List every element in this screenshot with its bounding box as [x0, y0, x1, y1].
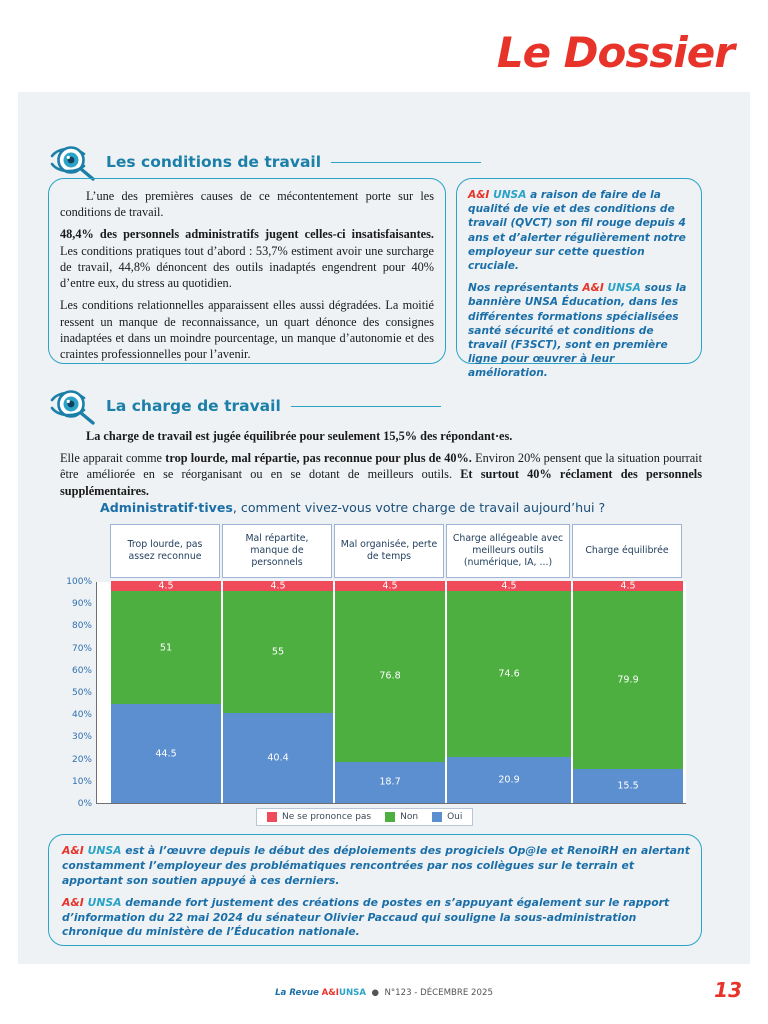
bar-value-non-4: 79.9: [617, 674, 639, 686]
bar-segment-oui-0: [111, 704, 221, 803]
bar-value-oui-1: 40.4: [267, 752, 289, 764]
y-tick-70: 70%: [71, 643, 92, 654]
magnifier-icon-2: [48, 386, 100, 426]
charge-para-2-e: Et surtout 40% réclament des personnels supplémentaires.: [60, 467, 702, 498]
bar-segment-non-2: [335, 591, 445, 762]
chart-title-rest: , comment vivez-vous votre charge de travail aujourd’hui ?: [232, 500, 606, 515]
chart-column-header-2: Mal organisée, perte de temps: [334, 524, 444, 578]
bar-value-oui-2: 18.7: [379, 776, 401, 788]
side-note-para-1-rest: a raison de faire de la qualité de vie et des conditions de travail (QVCT) son fil rouge depuis 4 ans et d’alerter régulièrement notre employeur sur cette question cruciale.: [468, 189, 686, 272]
y-tick-0: 0%: [77, 799, 92, 809]
bar-segment-non-3: [447, 591, 571, 757]
bar-group-3: [447, 581, 571, 803]
section-title-text-2: La charge de travail: [106, 397, 281, 415]
bar-group-4: [573, 581, 683, 803]
bar-value-non-1: 55: [271, 646, 285, 658]
bar-value-nsp-4: 4.5: [620, 580, 636, 592]
ai-label-4: A&I: [62, 895, 84, 909]
legend-item-oui: [432, 812, 462, 822]
footer-para-1: [62, 844, 690, 889]
section-rule-2: [291, 406, 441, 407]
charge-para-2: [60, 450, 702, 499]
charge-para-2-a: Elle apparait comme: [60, 451, 166, 466]
chart-title: [100, 500, 605, 515]
ai-label-3: A&I: [62, 844, 84, 857]
page-footer: [0, 988, 768, 998]
conditions-para-2-bold: 48,4% des personnels administratifs jugent celles-ci insatisfaisantes.: [60, 227, 434, 242]
bar-value-nsp-3: 4.5: [501, 580, 517, 592]
footer-issue: N°123 - DÉCEMBRE 2025: [384, 988, 493, 998]
bar-value-nsp-2: 4.5: [382, 580, 398, 592]
y-tick-90: 90%: [71, 599, 92, 610]
side-note-para-1: [468, 188, 690, 273]
section-title-text: Les conditions de travail: [106, 153, 322, 171]
bar-segment-oui-2: [335, 762, 445, 804]
page-number: 13: [714, 978, 742, 1002]
charge-para-1: [60, 428, 702, 444]
y-tick-20: 20%: [71, 754, 92, 765]
footer-para-1-rest: est à l’œuvre depuis le début des déploiements des progiciels Op@le et RenoiRH en alertant constamment l’employeur des problématiques rencontrées par nos collègues sur le terrain et apportant son soutien appuyé à ces derniers.: [62, 844, 690, 887]
chart-plot-area: [66, 577, 686, 809]
bar-segment-nsp-4: [573, 581, 683, 591]
footer-unsa: UNSA: [338, 988, 366, 998]
legend-swatch-oui: [432, 812, 442, 822]
legend-swatch-non: [385, 812, 395, 822]
unsa-label-3: UNSA: [87, 844, 122, 857]
conditions-body: [60, 188, 434, 368]
bar-segment-non-1: [223, 591, 333, 713]
legend-label-non: Non: [400, 812, 419, 822]
chart-title-bold: Administratif·tives: [100, 500, 233, 515]
footer-para-2: [62, 896, 690, 941]
chart-legend: [256, 808, 473, 826]
conditions-para-2: [60, 226, 434, 291]
footer-para-2-rest: demande fort justement des créations de postes en s’appuyant également sur le rapport d’information du 22 mai 2024 du sénateur Olivier Paccaud qui souligne la sous-administration chronique du ministère de l’Éducation nationale.: [62, 895, 670, 939]
bar-value-non-3: 74.6: [498, 668, 520, 680]
y-tick-100: 100%: [66, 577, 92, 587]
bar-segment-nsp-0: [111, 581, 221, 591]
bar-segment-oui-1: [223, 713, 333, 803]
legend-label-oui: Oui: [447, 812, 463, 822]
conditions-side-note: [468, 188, 690, 388]
conditions-para-1: L’une des premières causes de ce mécontentement porte sur les conditions de travail.: [60, 189, 434, 220]
unsa-label: UNSA: [493, 189, 527, 201]
bar-segment-nsp-2: [335, 581, 445, 591]
charge-body: [60, 428, 702, 505]
bar-value-non-2: 76.8: [379, 670, 401, 682]
bar-segment-nsp-1: [223, 581, 333, 591]
y-tick-60: 60%: [71, 665, 92, 676]
bar-value-nsp-1: 4.5: [270, 580, 286, 592]
magnifier-icon: [48, 142, 100, 182]
bar-segment-nsp-3: [447, 581, 571, 591]
bar-segment-oui-3: [447, 757, 571, 803]
chart-column-header-0: Trop lourde, pas assez reconnue: [110, 524, 220, 578]
footer-ai: A&I: [321, 988, 339, 998]
section-heading-charge: [48, 386, 441, 426]
chart-column-header-1: Mal répartite, manque de personnels: [222, 524, 332, 578]
bar-group-0: [111, 581, 221, 803]
chart-column-header-3: Charge allégeable avec meilleurs outils (numérique, IA, ...): [446, 524, 570, 578]
y-tick-50: 50%: [71, 688, 92, 698]
charge-para-2-b: trop lourde, mal répartie, pas reconnue pour plus de 40%.: [165, 451, 472, 466]
footer-separator: ●: [368, 988, 382, 998]
unsa-label-4: UNSA: [87, 895, 122, 909]
y-tick-10: 10%: [71, 776, 92, 787]
masthead-title: Le Dossier: [496, 28, 734, 77]
bar-value-oui-3: 20.9: [498, 774, 520, 786]
bar-segment-non-0: [111, 591, 221, 704]
bar-segment-non-4: [573, 591, 683, 769]
ai-label-2: A&I: [582, 282, 604, 295]
footer-revue: La Revue: [275, 988, 319, 998]
side-note-para-2-post: sous la bannière UNSA Éducation, dans les différentes formations spécialisées santé sécurité et conditions de travail (F3SCT), sont en première ligne pour œuvrer à leur amélioration.: [468, 282, 687, 380]
bar-value-nsp-0: 4.5: [158, 580, 174, 592]
charge-para-2-c: Environ 20% pensent que la situation pourrait être améliorée: [60, 451, 702, 482]
conditions-para-2-rest: Les conditions pratiques tout d’abord : 53,7% estiment avoir une surcharge de travail, 44,8% dénoncent des outils inadaptés engendrent pour 40% d’entre eux, du stress au quotidien.: [60, 243, 434, 291]
unsa-label-2: UNSA: [607, 282, 641, 295]
ai-label: A&I: [468, 189, 490, 201]
bar-value-oui-4: 15.5: [617, 780, 639, 792]
y-tick-80: 80%: [71, 621, 92, 632]
chart-column-header-4: Charge équilibrée: [572, 524, 682, 578]
legend-label-nsp: Ne se prononce pas: [282, 812, 372, 822]
charge-para-2-d: en se réorganisant ou en se dotant de meilleurs outils.: [135, 467, 461, 482]
legend-item-nsp: [267, 812, 371, 822]
y-tick-40: 40%: [71, 710, 92, 721]
bar-segment-oui-4: [573, 769, 683, 803]
conditions-para-3: Les conditions relationnelles apparaissent elles aussi dégradées. La moitié ressent un manque de reconnaissance, un quart dénonce des consignes inadaptées et dans un moindre pourcentage, un manque d’autonomie et des craintes professionnelles pour l’avenir.: [60, 298, 434, 361]
y-tick-30: 30%: [71, 732, 92, 743]
section-heading-conditions: [48, 142, 481, 182]
legend-item-non: [385, 812, 418, 822]
side-note-para-2-pre: Nos représentants: [468, 282, 583, 295]
legend-swatch-nsp: [267, 812, 277, 822]
side-note-para-2: [468, 281, 690, 380]
section-rule: [331, 162, 481, 163]
bar-group-1: [223, 581, 333, 803]
bar-value-oui-0: 44.5: [155, 748, 177, 760]
footer-callout-text: [62, 844, 690, 947]
bar-group-2: [335, 581, 445, 803]
charge-para-1-bold: La charge de travail est jugée équilibrée pour seulement 15,5% des répondant·es.: [86, 429, 513, 443]
bar-value-non-0: 51: [159, 642, 173, 654]
